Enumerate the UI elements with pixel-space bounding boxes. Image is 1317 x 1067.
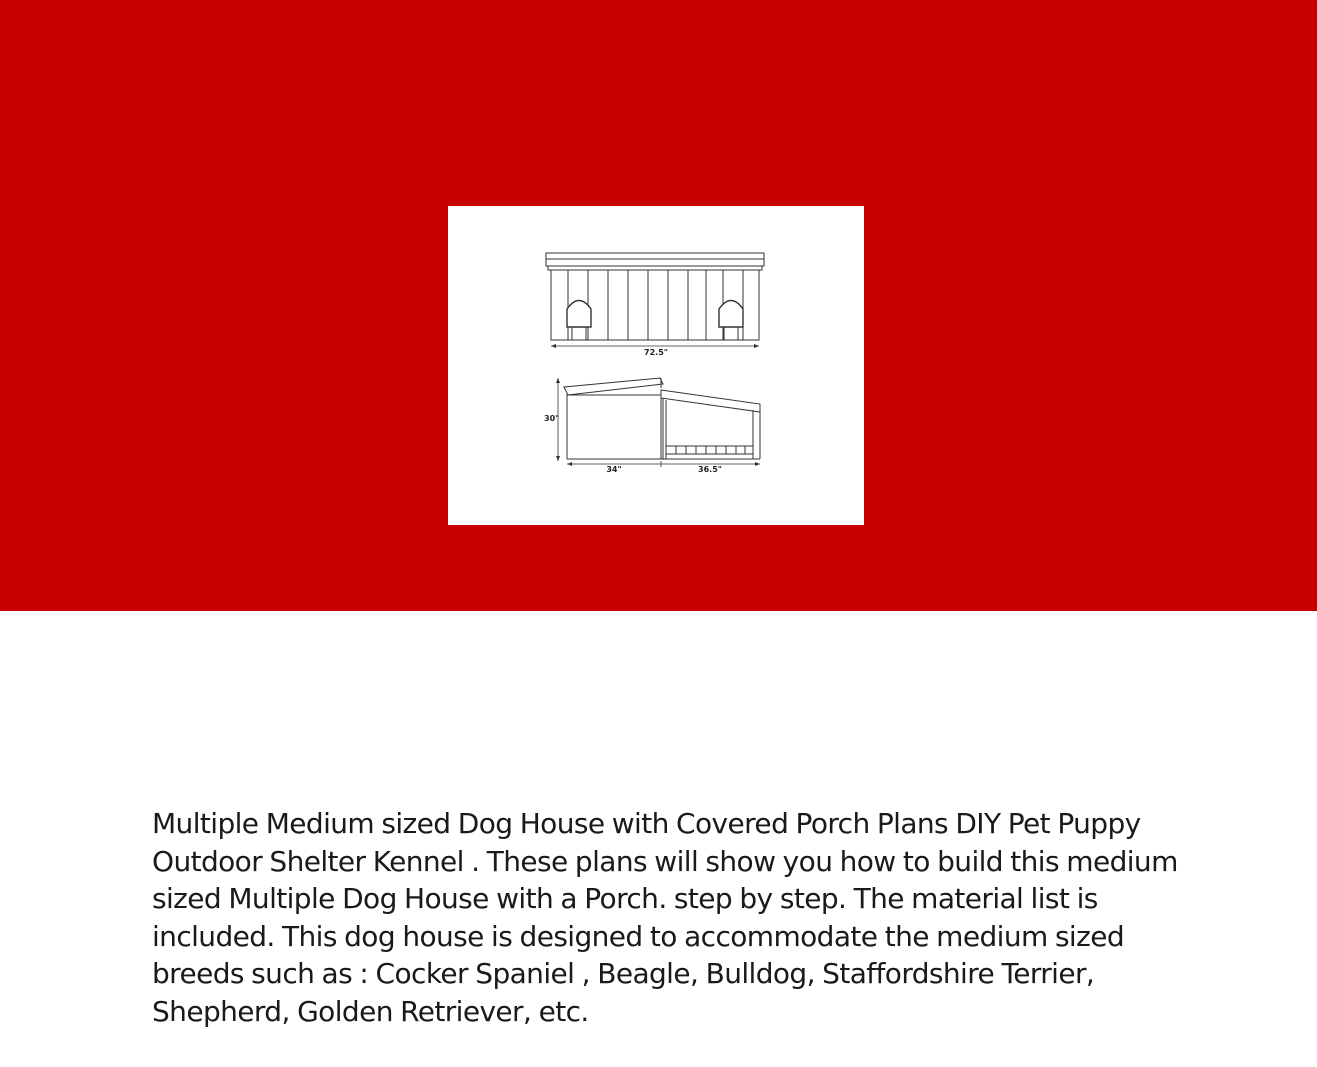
house-depth-label: 34" bbox=[606, 465, 622, 474]
plan-drawing bbox=[448, 206, 864, 525]
side-elevation bbox=[556, 378, 760, 467]
porch-depth-label: 36.5" bbox=[698, 465, 722, 474]
front-elevation bbox=[546, 253, 764, 348]
product-description: Multiple Medium sized Dog House with Covered Porch Plans DIY Pet Puppy Outdoor Shelter Kennel . These plans will show you how to build this medium sized Multiple Dog House with a Porch. step by step. The material list is included. This dog house is designed to accommodate the medium sized breeds such as : Cocker Spaniel , Beagle, Bulldog, Staffordshire Terrier, Shepherd, Golden Retriever, etc. bbox=[152, 807, 1178, 1028]
dog-house-plan-image bbox=[448, 206, 864, 525]
height-label: 30" bbox=[544, 414, 560, 423]
front-width-label: 72.5" bbox=[644, 348, 668, 357]
